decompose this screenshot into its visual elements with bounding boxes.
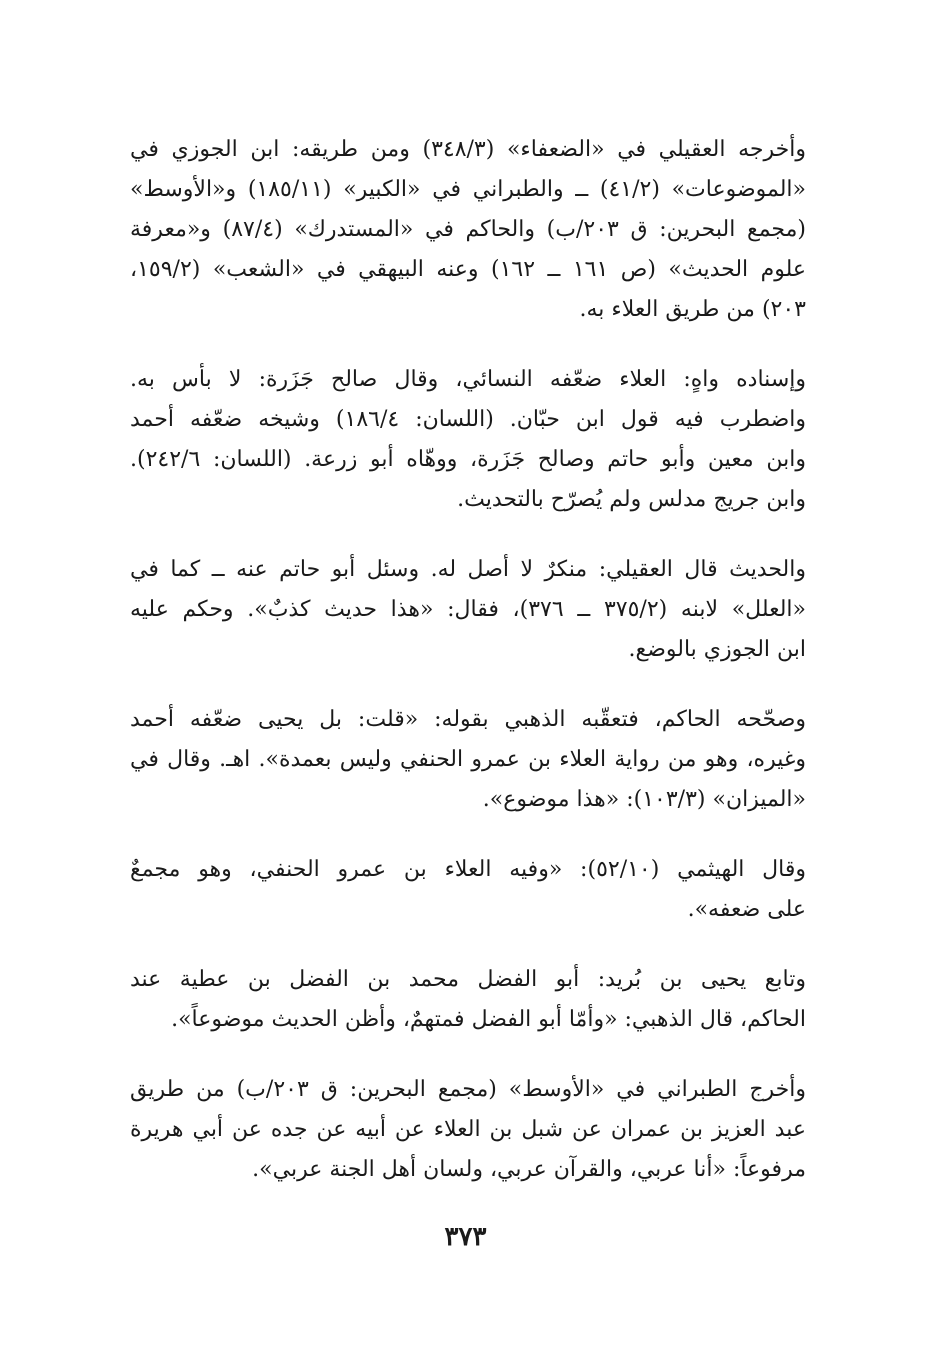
text-line: ٢٠٣) من طريق العلاء به. — [579, 297, 806, 322]
text-line: وصحّحه الحاكم، فتعقّبه الذهبي بقوله: «قلت: بل يحيى ضعّفه أحمد — [130, 707, 806, 732]
text-line: على ضعفه». — [687, 897, 806, 922]
text-line: وإسناده واهٍ: العلاء ضعّفه النسائي، وقال صالح جَزَرة: لا بأس به. — [130, 367, 806, 392]
paragraph-mutaba — [130, 960, 806, 1040]
text-line: واضطرب فيه قول ابن حبّان. (اللسان: ١٨٦/٤) وشيخه ضعّفه أحمد — [130, 407, 807, 432]
page-number: ٣٧٣ — [444, 1222, 487, 1252]
text-line: ابن الجوزي بالوضع. — [628, 637, 806, 662]
text-line: وابن معين وأبو حاتم وصالح جَزَرة، ووهّاه أبو زرعة. (اللسان: ٢٤٢/٦). — [130, 447, 806, 472]
text-line: وابن جريج مدلس ولم يُصرّح بالتحديث. — [457, 487, 806, 512]
paragraph-hukm — [130, 550, 806, 670]
text-line: علوم الحديث» (ص ١٦١ ــ ١٦٢) وعنه البيهقي في «الشعب» (١٥٩/٢، — [130, 257, 806, 282]
paragraph-haythami — [130, 850, 806, 930]
text-line: «العلل» لابنه (٣٧٥/٢ ــ ٣٧٦)، فقال: «هذا حديث كذبٌ». وحكم عليه — [130, 597, 807, 622]
text-line: وتابع يحيى بن بُريد: أبو الفضل محمد بن الفضل بن عطية عند — [130, 967, 806, 992]
text-line: «الميزان» (١٠٣/٣): «هذا موضوع». — [482, 787, 806, 812]
paragraph-tashih — [130, 700, 806, 820]
text-line: عبد العزيز بن عمران عن شبل بن العلاء عن أبيه عن جده عن أبي هريرة — [130, 1117, 806, 1142]
main-text — [130, 130, 806, 1220]
paragraph-tabarani — [130, 1070, 806, 1190]
text-line: (مجمع البحرين: ق ٢٠٣/ب) والحاكم في «المستدرك» (٨٧/٤) و«معرفة — [130, 217, 806, 242]
text-line: وقال الهيثمي (٥٢/١٠): «وفيه العلاء بن عمرو الحنفي، وهو مجمعٌ — [130, 857, 806, 882]
text-line: مرفوعاً: «أنا عربي، والقرآن عربي، ولسان أهل الجنة عربي». — [252, 1157, 806, 1182]
paragraph-isnad — [130, 360, 806, 520]
text-line: وأخرج الطبراني في «الأوسط» (مجمع البحرين: ق ٢٠٣/ب) من طريق — [130, 1077, 806, 1102]
text-line: وغيره، وهو من رواية العلاء بن عمرو الحنفي وليس بعمدة». اهـ. وقال في — [130, 747, 806, 772]
text-line: الحاكم، قال الذهبي: «وأمّا أبو الفضل فمتهمٌ، وأظن الحديث موضوعاً». — [171, 1007, 806, 1032]
text-line: «الموضوعات» (٤١/٢) ــ والطبراني في «الكبير» (١٨٥/١١) و«الأوسط» — [130, 177, 806, 202]
text-line: وأخرجه العقيلي في «الضعفاء» (٣٤٨/٣) ومن طريقه: ابن الجوزي في — [130, 137, 806, 162]
paragraph-takhrij — [130, 130, 806, 330]
text-line: والحديث قال العقيلي: منكرٌ لا أصل له. وسئل أبو حاتم عنه ــ كما في — [130, 557, 806, 582]
